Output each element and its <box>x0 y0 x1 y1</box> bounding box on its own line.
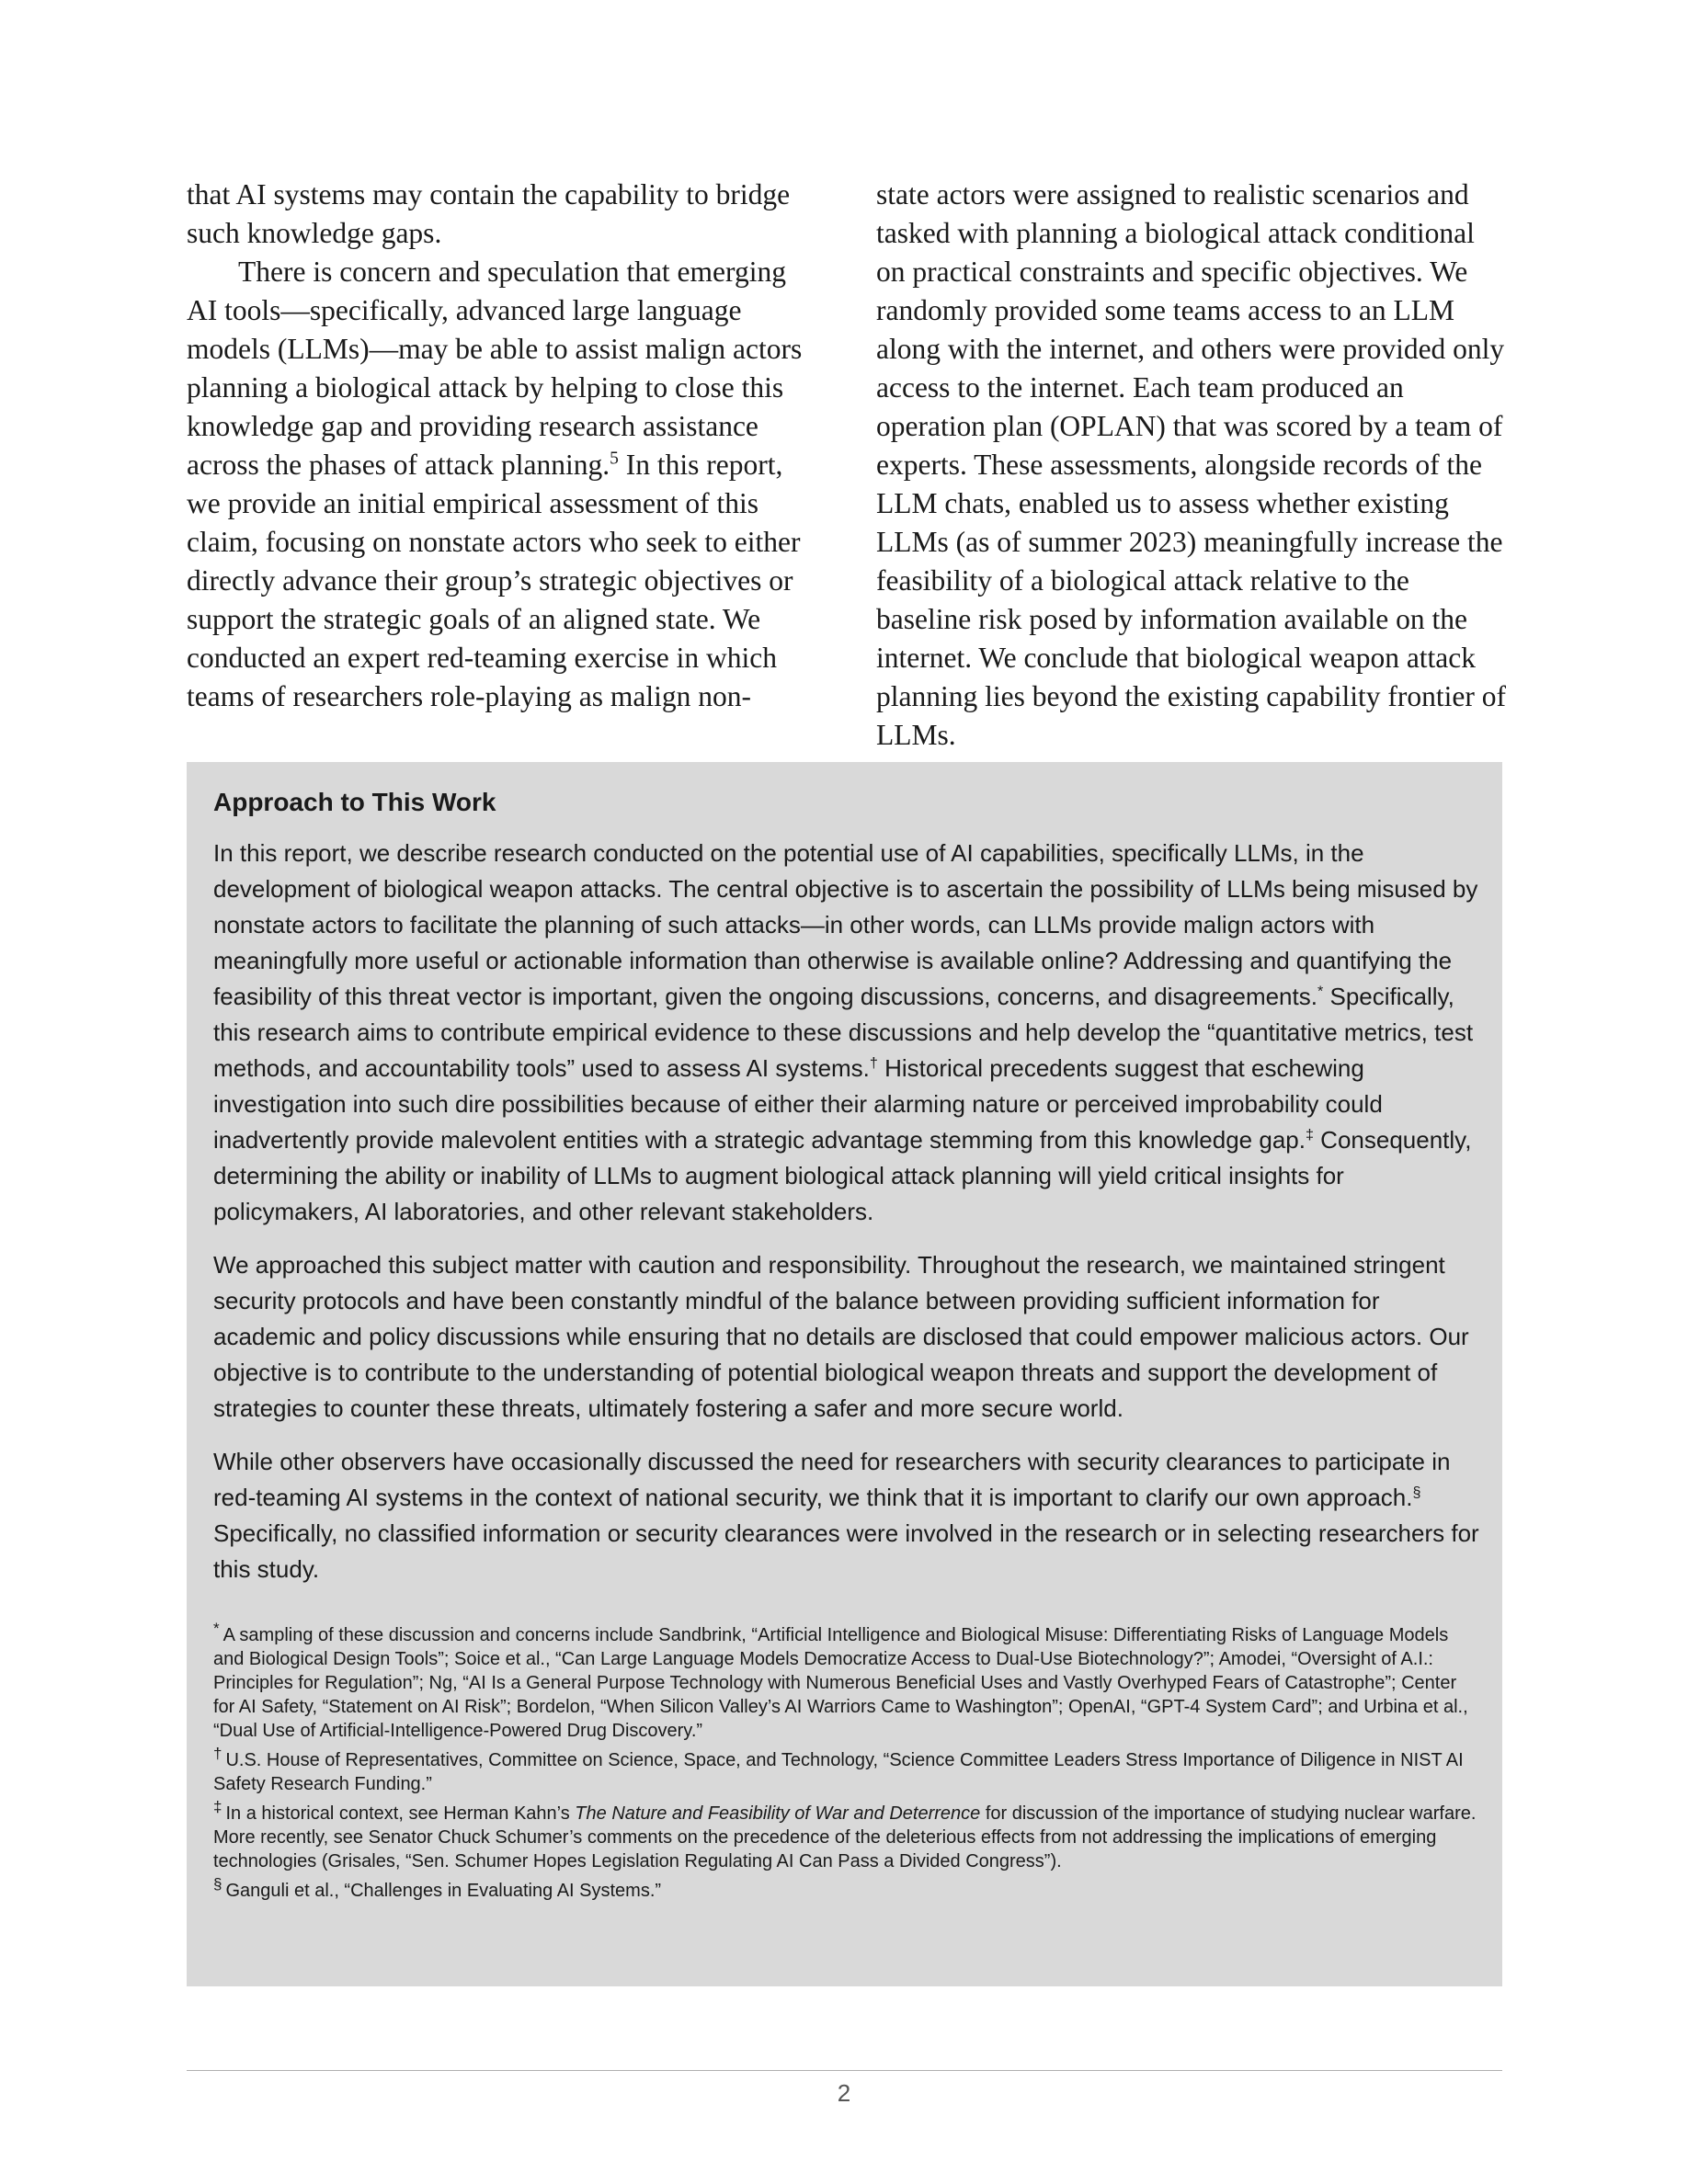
footnote-mark: § <box>213 1875 222 1894</box>
left-text-column <box>187 176 821 716</box>
approach-p3-text-b: Specifically, no classified information or security clearances were involved in the research or in selecting researchers for this study. <box>213 1519 1479 1583</box>
footnote-mark: † <box>213 1745 222 1763</box>
approach-p3-text-a: While other observers have occasionally discussed the need for researchers with security clearances to participate in red-teaming AI systems in the context of national security, we think that it is important to clarify our own approach. <box>213 1448 1451 1511</box>
approach-paragraph-3 <box>213 1444 1482 1587</box>
approach-paragraph-2: We approached this subject matter with caution and responsibility. Throughout the research, we maintained stringent security protocols and have been constantly mindful of the balance between providing sufficient information for academic and policy discussions while ensuring that no details are disclosed that could empower malicious actors. Our objective is to contribute to the understanding of potential biological weapon threats and support the development of strategies to counter these threats, ultimately fostering a safer and more secure world. <box>213 1251 1469 1422</box>
right-paragraph-1: state actors were assigned to realistic scenarios and tasked with planning a biological attack conditional on practical constraints and specific objectives. We randomly provided some teams access to an LLM along with the internet, and others were provided only access to the internet. Each team produced an operation plan (OPLAN) that was scored by a team of experts. These assessments, alongside records of the LLM chats, enabled us to assess whether existing LLMs (as of summer 2023) meaningfully increase the feasibility of a biological attack relative to the baseline risk posed by information available on the internet. We conclude that biological weapon attack planning lies beyond the existing capability frontier of LLMs. <box>876 178 1506 751</box>
footnote-ref-section[interactable]: § <box>1412 1484 1421 1501</box>
approach-p1-text-c: Historical precedents suggest that eschewing investigation into such dire possibilities because of either their alarming nature or perceived improbability could inadvertently provide malevolent entities with a strategic advantage stemming from this knowledge gap. <box>213 1054 1383 1154</box>
approach-sidebar-box <box>187 762 1502 1986</box>
approach-paragraph-1 <box>213 836 1482 1230</box>
approach-p1-text-b: Specifically, this research aims to contribute empirical evidence to these discussions and help develop the “quantitative metrics, test methods, and accountability tools” used to assess AI systems. <box>213 983 1474 1082</box>
footnote-text-b: for discussion of the importance of studying nuclear warfare. More recently, see Senator Chuck Schumer’s comments on the precedence of the deleterious effects from not addressing the implications of emerging technologies (Grisales, “Sen. Schumer Hopes Legislation Regulating AI Can Pass a Divided Congress”). <box>213 1803 1477 1871</box>
footnote-section <box>213 1875 1482 1903</box>
left-paragraph-1: that AI systems may contain the capability to bridge such knowledge gaps. <box>187 178 791 249</box>
footnote-ref-5[interactable]: 5 <box>610 449 619 469</box>
footnote-text: U.S. House of Representatives, Committee on Science, Space, and Technology, “Science Committee Leaders Stress Importance of Diligence in NIST AI Safety Research Funding.” <box>213 1750 1464 1794</box>
footnote-text: A sampling of these discussion and concerns include Sandbrink, “Artificial Intelligence and Biological Misuse: Differentiating Risks of Language Models and Biological Design Tools”; Soice et al., “Can Large Language Models Democratize Access to Dual-Use Biotechnology?”; Amodei, “Oversight of A.I.: Principles for Regulation”; Ng, “AI Is a General Purpose Technology with Numerous Beneficial Uses and Vastly Overhyped Fears of Catastrophe”; Center for AI Safety, “Statement on AI Risk”; Bordelon, “When Silicon Valley’s AI Warriors Came to Washington”; OpenAI, “GPT-4 System Card”; and Urbina et al., “Dual Use of Artificial-Intelligence-Powered Drug Discovery.” <box>213 1625 1468 1741</box>
approach-p1-text-a: In this report, we describe research conducted on the potential use of AI capabilities, specifically LLMs, in the development of biological weapon attacks. The central objective is to ascertain the possibility of LLMs being misused by nonstate actors to facilitate the planning of such attacks—in other words, can LLMs provide malign actors with meaningfully more useful or actionable information than otherwise is available online? Addressing and quantifying the feasibility of this threat vector is important, given the ongoing discussions, concerns, and disagreements. <box>213 839 1478 1010</box>
footnotes <box>213 1620 1482 1903</box>
footnote-ref-asterisk[interactable]: * <box>1317 983 1324 1000</box>
footnote-text-a: In a historical context, see Herman Kahn’s <box>225 1803 576 1824</box>
left-paragraph-2-text-b: In this report, we provide an initial empirical assessment of this claim, focusing on nonstate actors who seek to either directly advance their group’s strategic objectives or support the strategic goals of an aligned state. We conducted an expert red-teaming exercise in which teams of researchers role-playing as malign non- <box>187 449 801 712</box>
approach-title: Approach to This Work <box>213 788 496 816</box>
footnote-text: Ganguli et al., “Challenges in Evaluating AI Systems.” <box>225 1881 662 1901</box>
footnote-asterisk <box>213 1620 1482 1743</box>
footnote-dagger <box>213 1745 1482 1796</box>
approach-p1-text-d: Consequently, determining the ability or inability of LLMs to augment biological attack planning will yield critical insights for policymakers, AI laboratories, and other relevant stakeholders. <box>213 1126 1472 1225</box>
footnote-double-dagger <box>213 1798 1482 1873</box>
footer-divider <box>187 2070 1502 2071</box>
right-text-column <box>876 176 1511 755</box>
left-paragraph-2 <box>187 253 821 716</box>
footnote-mark: * <box>213 1620 220 1638</box>
footnote-ref-dagger[interactable]: † <box>869 1054 878 1072</box>
cited-book-title: The Nature and Feasibility of War and Deterrence <box>575 1803 981 1824</box>
approach-box-content <box>213 785 1482 1908</box>
page-number: 2 <box>837 2079 851 2107</box>
footnote-mark: ‡ <box>213 1798 222 1816</box>
footnote-ref-double-dagger[interactable]: ‡ <box>1305 1126 1314 1143</box>
left-paragraph-2-text-a: There is concern and speculation that emerging AI tools—specifically, advanced large language models (LLMs)—may be able to assist malign actors planning a biological attack by helping to close this knowledge gap and providing research assistance across the phases of attack planning. <box>187 256 803 481</box>
